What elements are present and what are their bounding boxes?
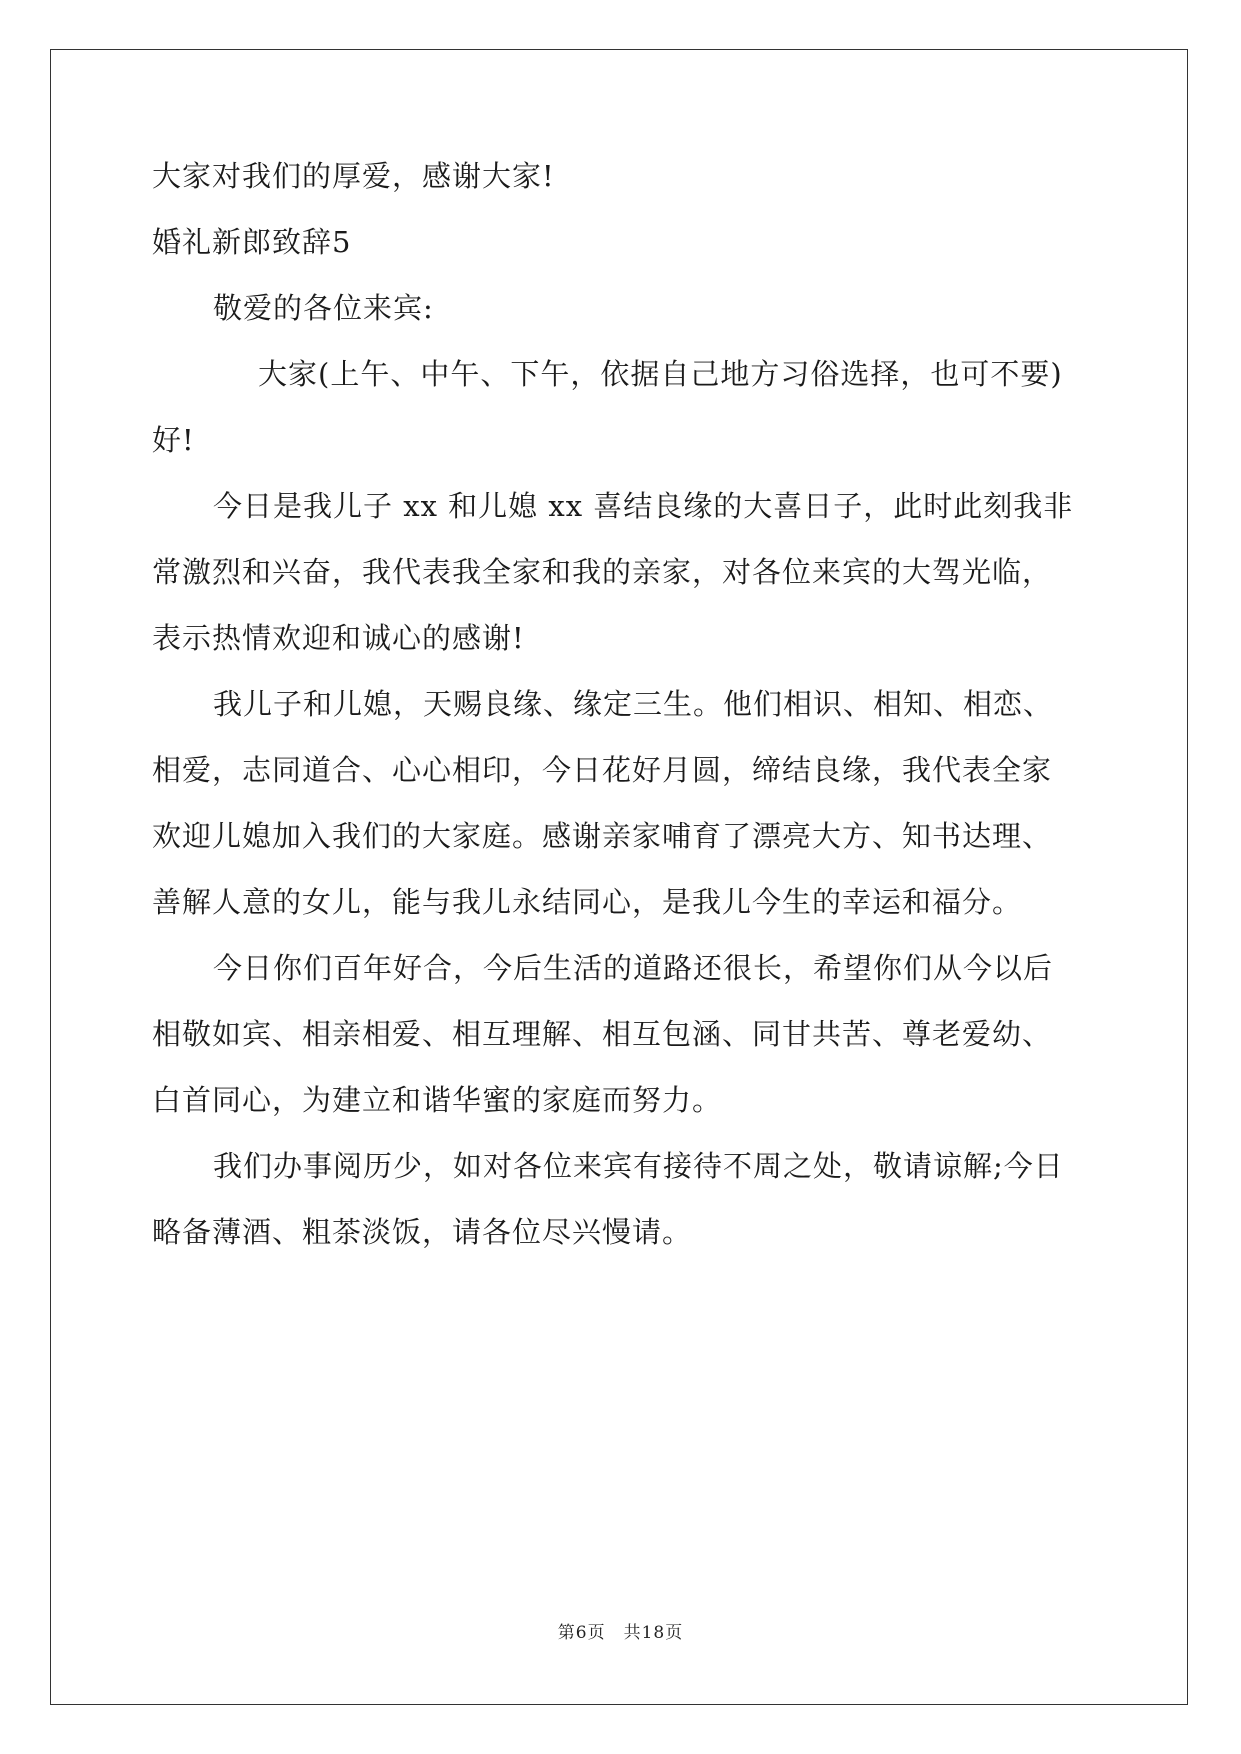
salutation: 敬爱的各位来宾: (213, 291, 434, 325)
paragraph-line: 表示热情欢迎和诚心的感谢! (152, 621, 525, 655)
page-number-footer: 第6页 共18页 (557, 1623, 684, 1643)
paragraph-line: 略备薄酒、粗茶淡饭，请各位尽兴慢请。 (152, 1215, 693, 1249)
paragraph-line: 白首同心，为建立和谐华蜜的家庭而努力。 (152, 1083, 723, 1117)
paragraph-line: 善解人意的女儿，能与我儿永结同心，是我儿今生的幸运和福分。 (152, 885, 1023, 919)
text-line: 好! (152, 423, 195, 457)
paragraph-line: 相爱，志同道合、心心相印，今日花好月圆，缔结良缘，我代表全家 (152, 753, 1053, 787)
paragraph-line: 我们办事阅历少，如对各位来宾有接待不周之处，敬请谅解;今日 (213, 1149, 1064, 1183)
text-line: 大家对我们的厚爱，感谢大家! (152, 159, 555, 193)
paragraph-line: 常激烈和兴奋，我代表我全家和我的亲家，对各位来宾的大驾光临， (152, 555, 1053, 589)
paragraph-line: 相敬如宾、相亲相爱、相互理解、相互包涵、同甘共苦、尊老爱幼、 (152, 1017, 1053, 1051)
section-heading: 婚礼新郎致辞5 (152, 225, 352, 259)
paragraph-line: 我儿子和儿媳，天赐良缘、缘定三生。他们相识、相知、相恋、 (213, 687, 1054, 721)
text-line: 大家(上午、中午、下午，依据自己地方习俗选择，也可不要) (258, 357, 1063, 391)
paragraph-line: 欢迎儿媳加入我们的大家庭。感谢亲家哺育了漂亮大方、知书达理、 (152, 819, 1053, 853)
paragraph-line: 今日是我儿子 xx 和儿媳 xx 喜结良缘的大喜日子，此时此刻我非 (213, 489, 1074, 523)
paragraph-line: 今日你们百年好合，今后生活的道路还很长，希望你们从今以后 (213, 951, 1054, 985)
